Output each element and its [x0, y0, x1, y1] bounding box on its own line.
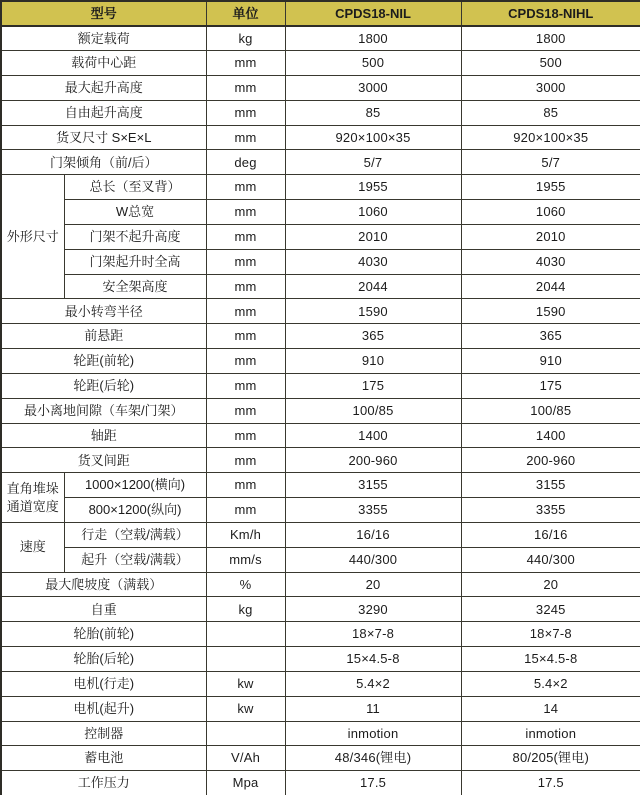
- value-cell-model-b: 85: [461, 100, 640, 125]
- value-cell-model-b: 910: [461, 349, 640, 374]
- table-row: [1, 26, 640, 51]
- spec-label-cell: 轮胎(后轮): [1, 647, 206, 672]
- value-cell-model-b: 1060: [461, 200, 640, 225]
- table-row: [1, 249, 640, 274]
- spec-label-cell: 安全架高度: [64, 274, 206, 299]
- value-cell-model-b: 1800: [461, 26, 640, 51]
- unit-cell: V/Ah: [206, 746, 285, 771]
- spec-label-cell: 1000×1200(横向): [64, 473, 206, 498]
- value-cell-model-a: 3290: [285, 597, 461, 622]
- spec-label-cell: 800×1200(纵向): [64, 498, 206, 523]
- table-row: [1, 51, 640, 76]
- value-cell-model-a: 4030: [285, 249, 461, 274]
- value-cell-model-b: 3245: [461, 597, 640, 622]
- spec-label-cell: 载荷中心距: [1, 51, 206, 76]
- unit-cell: kw: [206, 696, 285, 721]
- spec-label-cell: 行走（空载/满载）: [64, 522, 206, 547]
- spec-label-cell: W总宽: [64, 200, 206, 225]
- value-cell-model-b: 440/300: [461, 547, 640, 572]
- table-row: [1, 522, 640, 547]
- spec-label-cell: 最小离地间隙（车架/门架）: [1, 398, 206, 423]
- table-row: [1, 200, 640, 225]
- spec-label-cell: 轮距(前轮): [1, 349, 206, 374]
- table-row: [1, 150, 640, 175]
- unit-cell: mm: [206, 448, 285, 473]
- unit-cell: mm: [206, 473, 285, 498]
- value-cell-model-a: 2010: [285, 224, 461, 249]
- table-row: [1, 274, 640, 299]
- header-unit-label: 单位: [206, 1, 285, 26]
- header-model-b: CPDS18-NIHL: [461, 1, 640, 26]
- table-row: [1, 349, 640, 374]
- unit-cell: mm: [206, 373, 285, 398]
- value-cell-model-a: 1955: [285, 175, 461, 200]
- value-cell-model-a: 1060: [285, 200, 461, 225]
- value-cell-model-b: 5/7: [461, 150, 640, 175]
- unit-cell: [206, 721, 285, 746]
- value-cell-model-a: 1800: [285, 26, 461, 51]
- value-cell-model-a: 18×7-8: [285, 622, 461, 647]
- value-cell-model-a: 48/346(锂电): [285, 746, 461, 771]
- value-cell-model-b: 3000: [461, 75, 640, 100]
- unit-cell: mm: [206, 498, 285, 523]
- unit-cell: mm: [206, 349, 285, 374]
- value-cell-model-b: 80/205(锂电): [461, 746, 640, 771]
- table-row: [1, 100, 640, 125]
- table-row: [1, 299, 640, 324]
- spec-label-cell: 货叉尺寸 S×E×L: [1, 125, 206, 150]
- unit-cell: mm: [206, 274, 285, 299]
- table-row: [1, 547, 640, 572]
- unit-cell: [206, 647, 285, 672]
- unit-cell: mm: [206, 224, 285, 249]
- value-cell-model-a: 1590: [285, 299, 461, 324]
- value-cell-model-b: 1400: [461, 423, 640, 448]
- table-row: [1, 746, 640, 771]
- spec-label-cell: 控制器: [1, 721, 206, 746]
- spec-label-cell: 门架倾角（前/后）: [1, 150, 206, 175]
- value-cell-model-a: 365: [285, 324, 461, 349]
- value-cell-model-b: 16/16: [461, 522, 640, 547]
- value-cell-model-a: 3000: [285, 75, 461, 100]
- unit-cell: mm: [206, 200, 285, 225]
- value-cell-model-a: 5.4×2: [285, 671, 461, 696]
- value-cell-model-b: 14: [461, 696, 640, 721]
- unit-cell: mm: [206, 75, 285, 100]
- value-cell-model-b: 5.4×2: [461, 671, 640, 696]
- value-cell-model-b: 18×7-8: [461, 622, 640, 647]
- unit-cell: mm: [206, 398, 285, 423]
- value-cell-model-b: 2010: [461, 224, 640, 249]
- spec-label-cell: 自由起升高度: [1, 100, 206, 125]
- value-cell-model-a: 175: [285, 373, 461, 398]
- spec-label-cell: 电机(起升): [1, 696, 206, 721]
- value-cell-model-a: 3155: [285, 473, 461, 498]
- table-row: [1, 721, 640, 746]
- spec-label-cell: 最小转弯半径: [1, 299, 206, 324]
- header-row: [1, 1, 640, 26]
- spec-label-cell: 轴距: [1, 423, 206, 448]
- value-cell-model-a: inmotion: [285, 721, 461, 746]
- value-cell-model-b: 365: [461, 324, 640, 349]
- unit-cell: %: [206, 572, 285, 597]
- spec-label-cell: 前悬距: [1, 324, 206, 349]
- spec-label-cell: 额定载荷: [1, 26, 206, 51]
- value-cell-model-b: 200-960: [461, 448, 640, 473]
- table-row: [1, 75, 640, 100]
- spec-label-cell: 最大起升高度: [1, 75, 206, 100]
- value-cell-model-a: 20: [285, 572, 461, 597]
- table-row: [1, 125, 640, 150]
- unit-cell: kg: [206, 26, 285, 51]
- spec-label-cell: 轮胎(前轮): [1, 622, 206, 647]
- unit-cell: mm: [206, 175, 285, 200]
- spec-label-cell: 总长（至叉背）: [64, 175, 206, 200]
- table-row: [1, 175, 640, 200]
- unit-cell: deg: [206, 150, 285, 175]
- header-model-a: CPDS18-NIL: [285, 1, 461, 26]
- spec-label-cell: 自重: [1, 597, 206, 622]
- value-cell-model-a: 5/7: [285, 150, 461, 175]
- table-row: [1, 572, 640, 597]
- spec-label-cell: 工作压力: [1, 771, 206, 795]
- unit-cell: mm: [206, 423, 285, 448]
- table-header: [1, 1, 640, 26]
- table-row: [1, 671, 640, 696]
- value-cell-model-a: 100/85: [285, 398, 461, 423]
- spec-table-body: [1, 26, 640, 795]
- value-cell-model-a: 920×100×35: [285, 125, 461, 150]
- table-row: [1, 771, 640, 795]
- value-cell-model-a: 910: [285, 349, 461, 374]
- value-cell-model-b: 175: [461, 373, 640, 398]
- header-model-label: 型号: [1, 1, 206, 26]
- value-cell-model-b: 2044: [461, 274, 640, 299]
- unit-cell: mm: [206, 100, 285, 125]
- group-label-cell: 外形尺寸: [1, 175, 64, 299]
- unit-cell: mm: [206, 324, 285, 349]
- unit-cell: mm: [206, 249, 285, 274]
- unit-cell: mm: [206, 125, 285, 150]
- spec-label-cell: 轮距(后轮): [1, 373, 206, 398]
- value-cell-model-b: inmotion: [461, 721, 640, 746]
- value-cell-model-b: 4030: [461, 249, 640, 274]
- value-cell-model-a: 16/16: [285, 522, 461, 547]
- spec-label-cell: 门架起升时全高: [64, 249, 206, 274]
- value-cell-model-a: 17.5: [285, 771, 461, 795]
- value-cell-model-a: 3355: [285, 498, 461, 523]
- group-label-cell: 速度: [1, 522, 64, 572]
- value-cell-model-a: 11: [285, 696, 461, 721]
- value-cell-model-b: 1590: [461, 299, 640, 324]
- unit-cell: kw: [206, 671, 285, 696]
- value-cell-model-b: 20: [461, 572, 640, 597]
- table-row: [1, 696, 640, 721]
- value-cell-model-b: 500: [461, 51, 640, 76]
- unit-cell: Mpa: [206, 771, 285, 795]
- unit-cell: [206, 622, 285, 647]
- spec-label-cell: 最大爬坡度（满载）: [1, 572, 206, 597]
- table-row: [1, 423, 640, 448]
- table-row: [1, 647, 640, 672]
- spec-label-cell: 门架不起升高度: [64, 224, 206, 249]
- value-cell-model-a: 15×4.5-8: [285, 647, 461, 672]
- value-cell-model-b: 3155: [461, 473, 640, 498]
- value-cell-model-a: 2044: [285, 274, 461, 299]
- value-cell-model-b: 100/85: [461, 398, 640, 423]
- value-cell-model-b: 920×100×35: [461, 125, 640, 150]
- value-cell-model-a: 500: [285, 51, 461, 76]
- unit-cell: mm: [206, 299, 285, 324]
- table-row: [1, 622, 640, 647]
- value-cell-model-a: 200-960: [285, 448, 461, 473]
- spec-label-cell: 货叉间距: [1, 448, 206, 473]
- unit-cell: mm/s: [206, 547, 285, 572]
- unit-cell: Km/h: [206, 522, 285, 547]
- group-label-cell: 直角堆垛通道宽度: [1, 473, 64, 523]
- table-row: [1, 473, 640, 498]
- table-row: [1, 498, 640, 523]
- value-cell-model-a: 440/300: [285, 547, 461, 572]
- table-row: [1, 448, 640, 473]
- spec-label-cell: 电机(行走): [1, 671, 206, 696]
- value-cell-model-b: 17.5: [461, 771, 640, 795]
- value-cell-model-b: 1955: [461, 175, 640, 200]
- value-cell-model-a: 85: [285, 100, 461, 125]
- table-row: [1, 373, 640, 398]
- spec-label-cell: 蓄电池: [1, 746, 206, 771]
- table-row: [1, 324, 640, 349]
- value-cell-model-b: 3355: [461, 498, 640, 523]
- value-cell-model-a: 1400: [285, 423, 461, 448]
- table-row: [1, 224, 640, 249]
- spec-label-cell: 起升（空载/满载）: [64, 547, 206, 572]
- unit-cell: kg: [206, 597, 285, 622]
- value-cell-model-b: 15×4.5-8: [461, 647, 640, 672]
- table-row: [1, 597, 640, 622]
- unit-cell: mm: [206, 51, 285, 76]
- table-row: [1, 398, 640, 423]
